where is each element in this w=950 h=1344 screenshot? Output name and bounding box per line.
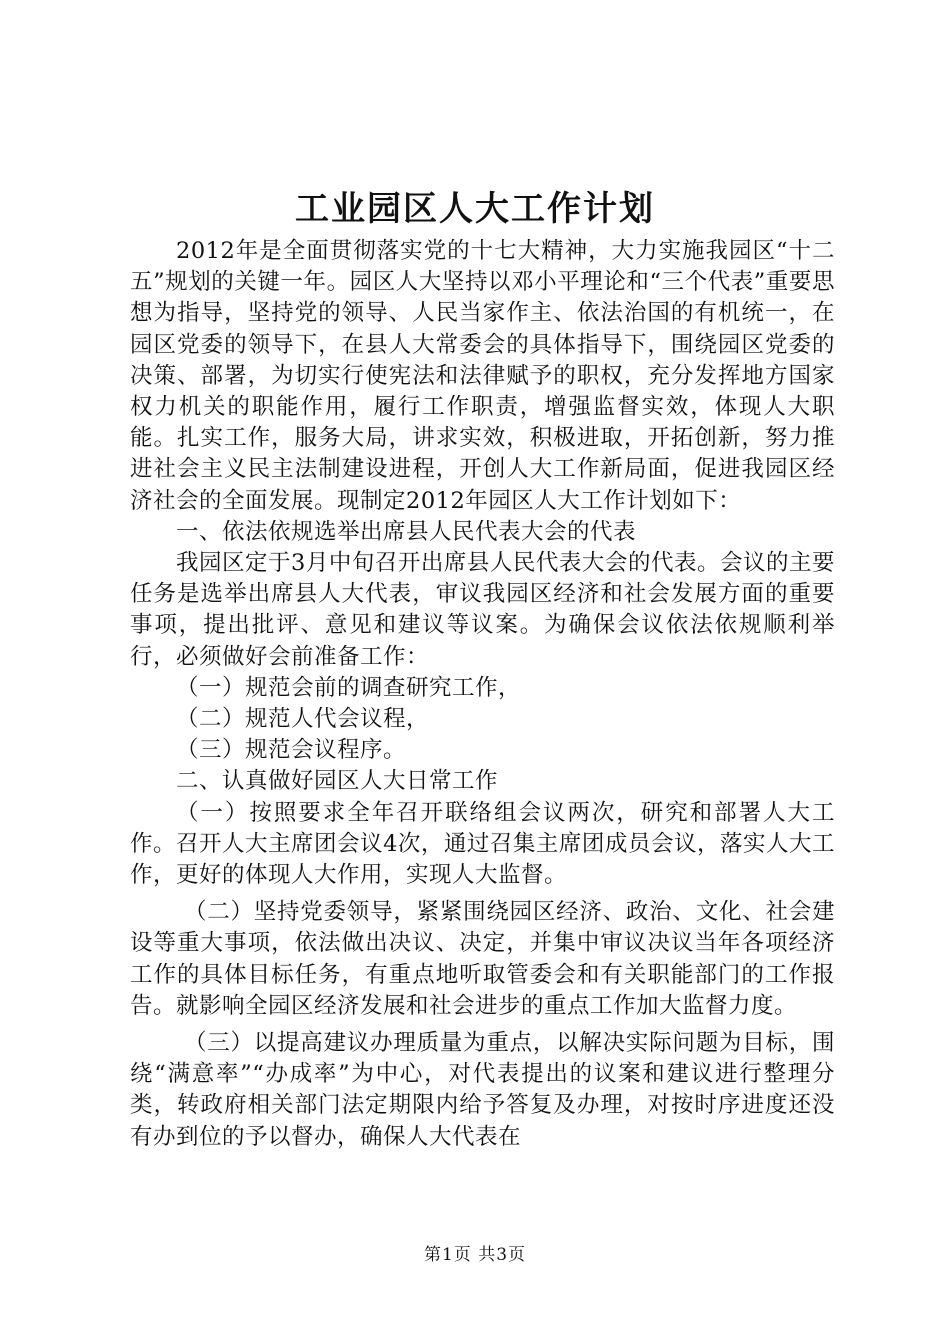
section-2-item-3: （三）以提高建议办理质量为重点，以解决实际问题为目标，围绕“满意率”“办成率”为中心，对代表提出的议案和建议进行整理分类，转政府相关部门法定期限内给予答复及办理，对按时序进度还没有办到位的予以督办，确保人大代表在: [130, 1030, 835, 1150]
section-1-item-3: （三）规范会议程序。: [176, 737, 407, 764]
section-heading-1: 一、依法依规选举出席县人民代表大会的代表: [176, 518, 637, 545]
document-title: 工业园区人大工作计划: [295, 189, 655, 229]
intro-paragraph: 2012年是全面贯彻落实党的十七大精神，大力实施我园区“十二五”规划的关键一年。园区人大坚持以邓小平理论和“三个代表”重要思想为指导，坚持党的领导、人民当家作主、依法治国的有机统一，在园区党委的领导下，在县人大常委会的具体指导下，围绕园区党委的决策、部署，为切实行使宪法和法律赋予的职权，充分发挥地方国家权力机关的职能作用，履行工作职责，增强监督实效，体现人大职能。扎实工作，服务大局，讲求实效，积极进取，开拓创新，努力推进社会主义民主法制建设进程，开创人大工作新局面，促进我园区经济社会的全面发展。现制定2012年园区人大工作计划如下：: [130, 238, 835, 514]
section-heading-2: 二、认真做好园区人大日常工作: [176, 768, 499, 795]
section-1-item-1: （一）规范会前的调查研究工作，: [176, 674, 522, 701]
section-2-item-1: （一）按照要求全年召开联络组会议两次，研究和部署人大工作。召开人大主席团会议4次，通过召集主席团成员会议，落实人大工作，更好的体现人大作用，实现人大监督。: [130, 799, 835, 889]
section-1-item-2: （二）规范人代会议程，: [176, 706, 430, 733]
section-2-item-2: （二）坚持党委领导，紧紧围绕园区经济、政治、文化、社会建设等重大事项，依法做出决议、决定，并集中审议决议当年各项经济工作的具体目标任务，有重点地听取管委会和有关职能部门的工作报告。就影响全园区经济发展和社会进步的重点工作加大监督力度。: [130, 899, 835, 1019]
section-1-paragraph: 我园区定于3月中旬召开出席县人民代表大会的代表。会议的主要任务是选举出席县人大代表，审议我园区经济和社会发展方面的重要事项，提出批评、意见和建议等议案。为确保会议依法依规顺利举行，必须做好会前准备工作：: [130, 550, 835, 670]
document-body: [130, 236, 835, 1153]
page-footer: 第1页 共3页: [423, 1245, 527, 1265]
